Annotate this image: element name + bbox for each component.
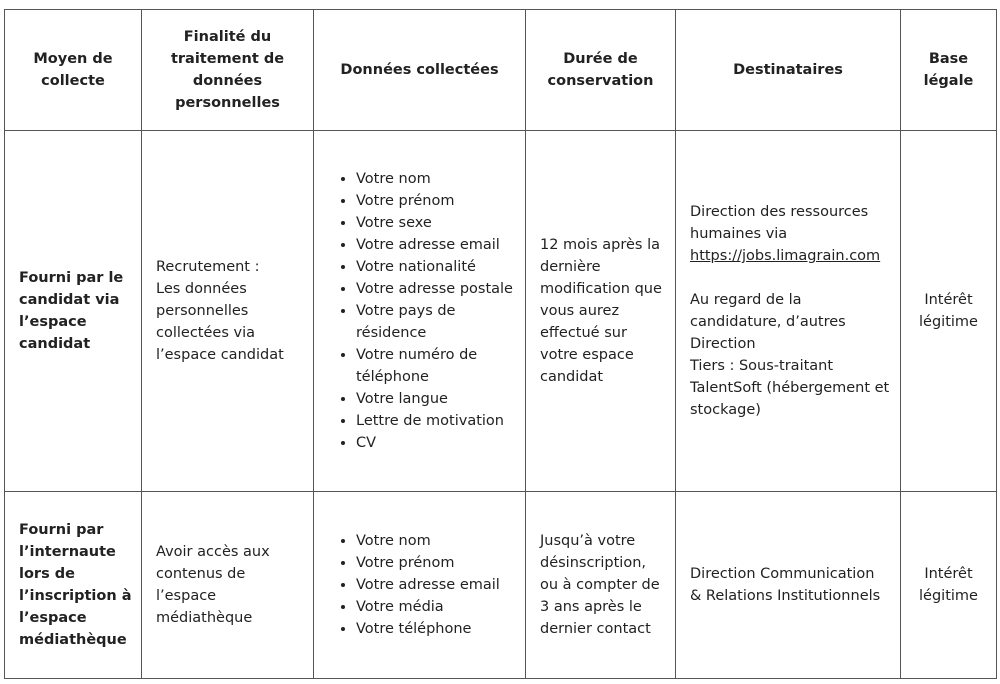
list-item: • Votre adresse postale: [356, 278, 525, 300]
list-item: • Votre langue: [356, 388, 525, 410]
list-item: • Votre prénom: [356, 190, 525, 212]
jobs-link[interactable]: https://jobs.limagrain.com: [690, 248, 881, 264]
cell-duration: 12 mois après la dernière modification que vous aurez effectué sur votre espace candidat: [526, 131, 676, 492]
data-list: [314, 530, 525, 640]
header-means: Moyen de collecte: [5, 10, 142, 131]
cell-recipients: [676, 131, 901, 492]
header-duration: Durée de conservation: [526, 10, 676, 131]
purpose-title: Recrutement :: [156, 259, 260, 275]
cell-basis: Intérêt légitime: [901, 492, 997, 679]
list-item: • Votre adresse email: [356, 234, 525, 256]
header-data: Données collectées: [314, 10, 526, 131]
data-processing-table: [4, 9, 997, 679]
table-row: [5, 492, 997, 679]
list-item: • Votre nationalité: [356, 256, 525, 278]
data-list: [314, 168, 525, 454]
list-item: • Votre adresse email: [356, 574, 525, 596]
list-item: • Votre pays de résidence: [356, 300, 525, 344]
list-item: • Votre sexe: [356, 212, 525, 234]
cell-duration: Jusqu’à votre désinscription, ou à compter de 3 ans après le dernier contact: [526, 492, 676, 679]
cell-purpose: Avoir accès aux contenus de l’espace médiathèque: [142, 492, 314, 679]
header-row: [5, 10, 997, 131]
cell-basis: Intérêt légitime: [901, 131, 997, 492]
spacer: [690, 267, 890, 289]
list-item: • Votre nom: [356, 530, 525, 552]
recipients-line: Tiers : Sous-traitant TalentSoft (hébergement et stockage): [690, 358, 890, 418]
list-item: • Votre téléphone: [356, 618, 525, 640]
cell-means: Fourni par le candidat via l’espace candidat: [5, 131, 142, 492]
recipients-line: Direction des ressources humaines via: [690, 204, 869, 242]
list-item: • Votre numéro de téléphone: [356, 344, 525, 388]
header-recipients: Destinataires: [676, 10, 901, 131]
list-item: • CV: [356, 432, 525, 454]
list-item: • Votre média: [356, 596, 525, 618]
table-row: [5, 131, 997, 492]
cell-purpose: [142, 131, 314, 492]
list-item: • Lettre de motivation: [356, 410, 525, 432]
cell-data: [314, 492, 526, 679]
cell-means: Fourni par l’internaute lors de l’inscription à l’espace médiathèque: [5, 492, 142, 679]
list-item: • Votre prénom: [356, 552, 525, 574]
list-item: • Votre nom: [356, 168, 525, 190]
recipients-line: Au regard de la candidature, d’autres Direction: [690, 292, 846, 352]
header-basis: Base légale: [901, 10, 997, 131]
purpose-text: Les données personnelles collectées via l’espace candidat: [156, 281, 284, 363]
header-purpose: Finalité du traitement de données personnelles: [142, 10, 314, 131]
cell-data: [314, 131, 526, 492]
cell-recipients: Direction Communication & Relations Institutionnels: [676, 492, 901, 679]
